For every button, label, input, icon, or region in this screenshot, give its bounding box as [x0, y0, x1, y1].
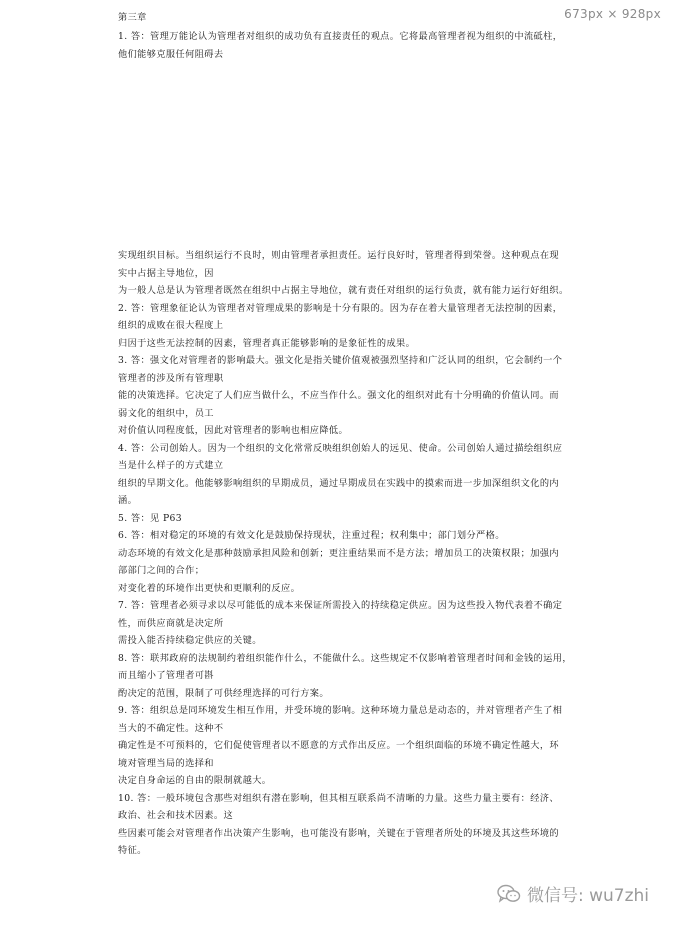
- body-line: 当是什么样子的方式建立: [118, 460, 224, 471]
- body-line: 特征。: [118, 845, 147, 856]
- body-line: 弱文化的组织中，员工: [118, 407, 214, 419]
- body-line: 组织的早期文化。他能够影响组织的早期成员，通过早期成员在实践中的摸索而进一步加深组织文化的内: [118, 477, 560, 489]
- body-line: 管理者的涉及所有管理职: [118, 372, 224, 384]
- body-line: 政治、社会和技术因素。这: [118, 810, 234, 821]
- body-line: 10. 答：一般环境包含那些对组织有潜在影响，但其相互联系尚不清晰的力量。这些力量主要有：经济、: [118, 792, 559, 804]
- body-line: 9. 答：组织总是同环境发生相互作用，并受环境的影响。这种环境力量总是动态的，并对管理者产生了相: [118, 705, 563, 716]
- body-line: 涵。: [118, 495, 138, 506]
- body-line: 组织的成败在很大程度上: [118, 320, 224, 331]
- watermark-text: 微信号: wu7zhi: [526, 886, 649, 906]
- body-line: 些因素可能会对管理者作出决策产生影响，也可能没有影响，关键在于管理者所处的环境及其这些环境的: [118, 827, 560, 839]
- body-line: 6. 答：相对稳定的环境的有效文化是鼓励保持现状，注重过程；权利集中；部门划分严格。: [118, 530, 505, 541]
- chapter-heading: [118, 9, 616, 27]
- body-line: 能的决策选择。它决定了人们应当做什么，不应当作什么。强文化的组织对此有十分明确的价值认同。而: [118, 390, 560, 401]
- dimensions-label: 673px × 928px: [564, 7, 661, 21]
- body-line: 需投入能否持续稳定供应的关键。: [118, 635, 262, 646]
- intro-line: 他们能够克服任何阻碍去: [118, 48, 224, 60]
- chapter-title: 第三章: [118, 12, 147, 23]
- intro-line: 1. 答：管理万能论认为管理者对组织的成功负有直接责任的观点。它将最高管理者视为组织的中流砥柱，: [118, 31, 563, 42]
- body-line: 实现组织目标。当组织运行不良时，则由管理者承担责任。运行良好时，管理者得到荣誉。这种观点在现: [118, 250, 560, 261]
- body-line: 4. 答：公司创始人。因为一个组织的文化常常反映组织创始人的远见、使命。公司创始人通过描绘组织应: [118, 442, 563, 454]
- body-line: 对变化着的环境作出更快和更顺利的反应。: [118, 582, 301, 594]
- body-line: 确定性是不可预料的，它们促使管理者以不愿意的方式作出反应。一个组织面临的环境不确定性越大，环: [118, 740, 560, 751]
- body-line: 为一般人总是认为管理者既然在组织中占据主导地位，就有责任对组织的运行负责，就有能力运行好组织。: [118, 285, 569, 296]
- body-line: 实中占据主导地位，因: [118, 267, 214, 279]
- intro-paragraph: [118, 28, 616, 63]
- body-line: 部部门之间的合作；: [118, 565, 205, 576]
- body-line: 8. 答：联邦政府的法规制约着组织能作什么，不能做什么。这些规定不仅影响着管理者时间和金钱的运用，: [118, 652, 572, 664]
- body-line: 境对管理当局的选择和: [118, 757, 214, 769]
- body-line: 归因于这些无法控制的因素，管理者真正能够影响的是象征性的成果。: [118, 337, 416, 349]
- body-line: 对价值认同程度低，因此对管理者的影响也相应降低。: [118, 425, 349, 436]
- wechat-icon: [497, 884, 521, 904]
- body-line: 动态环境的有效文化是那种鼓励承担风险和创新；更注重结果而不是方法；增加员工的决策权限；加强内: [118, 547, 560, 559]
- body-line: 性，而供应商就是决定所: [118, 617, 224, 629]
- body-line: 而且缩小了管理者可斟: [118, 670, 214, 681]
- body-line: 5. 答：见 P63: [118, 512, 183, 524]
- body-line: 酌决定的范围，限制了可供经理选择的可行方案。: [118, 687, 329, 699]
- body-line: 决定自身命运的自由的限制就越大。: [118, 775, 272, 786]
- wechat-watermark: [497, 881, 649, 906]
- body-line: 7. 答：管理者必须寻求以尽可能低的成本来保证所需投入的持续稳定供应。因为这些投入物代表着不确定: [118, 600, 563, 611]
- body-line: 当大的不确定性。这种不: [118, 722, 224, 734]
- body-line: 2. 答：管理象征论认为管理者对管理成果的影响是十分有限的。因为存在着大量管理者无法控制的因素，: [118, 302, 563, 314]
- answers-body: [118, 247, 616, 860]
- body-line: 3. 答：强文化对管理者的影响最大。强文化是指关键价值观被强烈坚持和广泛认同的组织，它会制约一个: [118, 355, 563, 366]
